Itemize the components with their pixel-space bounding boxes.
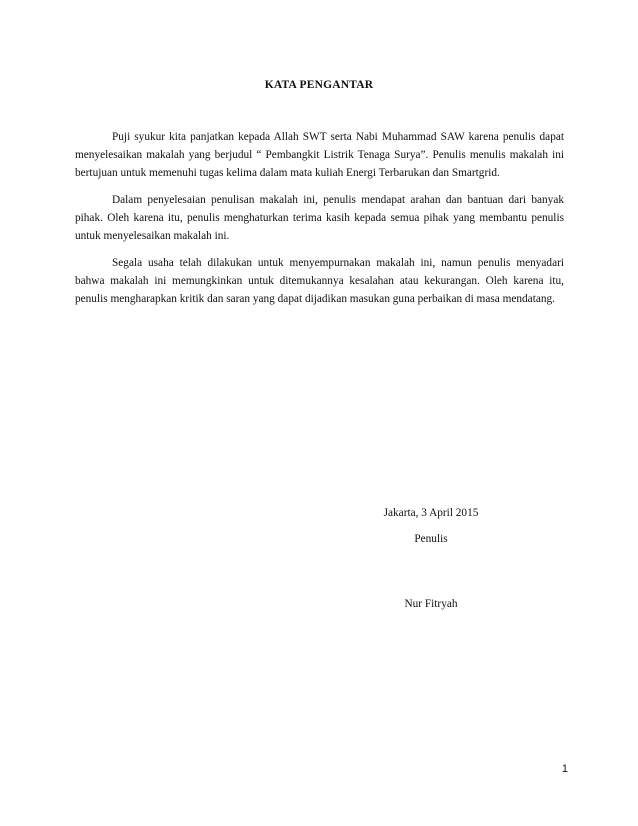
signature-name: Nur Fitryah bbox=[404, 598, 458, 610]
document-title: KATA PENGANTAR bbox=[264, 79, 374, 91]
page-number: 1 bbox=[561, 763, 568, 775]
signature-place-date: Jakarta, 3 April 2015 bbox=[383, 507, 479, 519]
paragraph-2: Dalam penyelesaian penulisan makalah ini, penulis mendapat arahan dan bantuan dari banyak pihak. Oleh karena itu, penulis menghaturkan terima kasih kepada semua pihak yang membantu penulis untuk menyelesaikan makalah ini. bbox=[75, 194, 564, 242]
body-text bbox=[75, 128, 564, 317]
signature-role: Penulis bbox=[414, 533, 448, 545]
paragraph-1: Puji syukur kita panjatkan kepada Allah SWT serta Nabi Muhammad SAW karena penulis dapat menyelesaikan makalah yang berjudul “ Pembangkit Listrik Tenaga Surya”. Penulis menulis makalah ini bertujuan untuk memenuhi tugas kelima dalam mata kuliah Energi Terbarukan dan Smartgrid. bbox=[75, 131, 564, 179]
paragraph-3: Segala usaha telah dilakukan untuk menyempurnakan makalah ini, namun penulis menyadari bahwa makalah ini memungkinkan untuk ditemukannya kesalahan atau kekurangan. Oleh karena itu, penulis mengharapkan kritik dan saran yang dapat dijadikan masukan guna perbaikan di masa mendatang. bbox=[75, 257, 564, 305]
